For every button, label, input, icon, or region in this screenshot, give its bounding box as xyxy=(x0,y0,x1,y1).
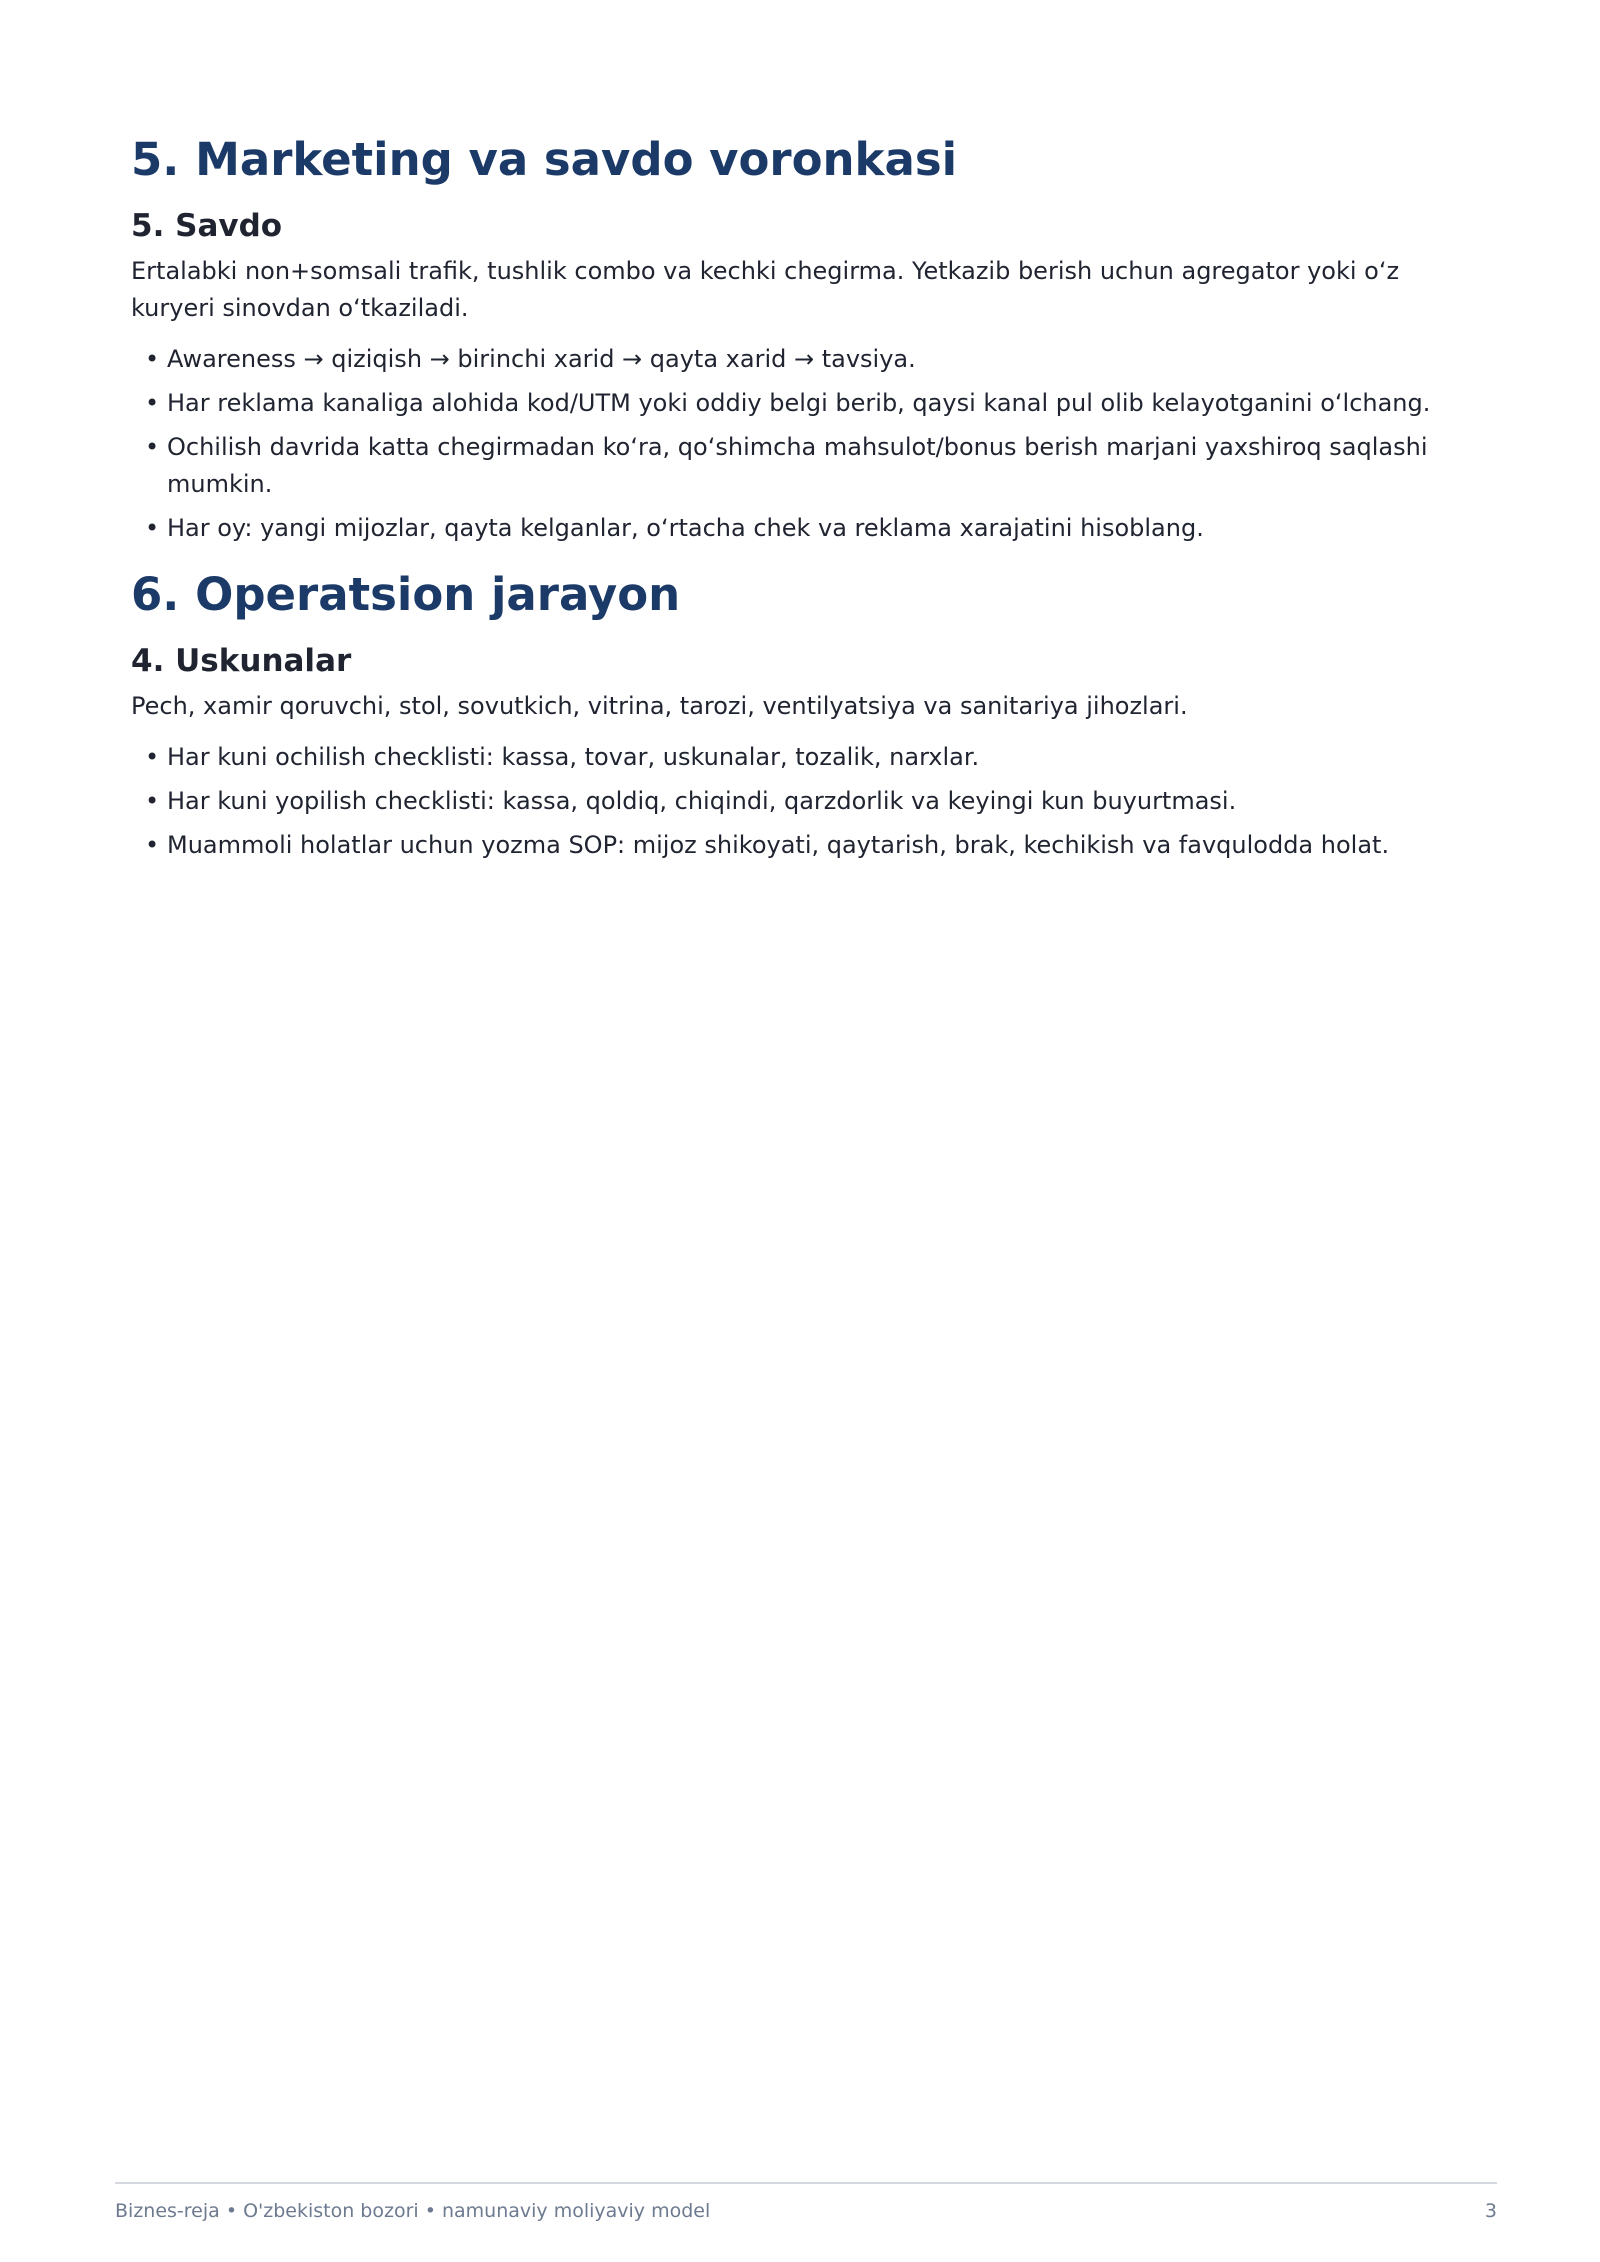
list-item xyxy=(145,341,1471,378)
section-paragraph: Pech, xamir qoruvchi, stol, sovutkich, vitrina, tarozi, ventilyatsiya va sanitariya jihozlari. xyxy=(131,692,1188,720)
section-heading-operatsion: 6. Operatsion jarayon xyxy=(131,568,681,621)
list-item-text: Har reklama kanaliga alohida kod/UTM yoki oddiy belgi berib, qaysi kanal pul olib kelayotganini o‘lchang. xyxy=(167,389,1431,417)
subsection-heading-savdo: 5. Savdo xyxy=(131,208,283,244)
bullet-icon: • xyxy=(145,433,160,461)
list-item xyxy=(145,510,1471,547)
footer-divider xyxy=(115,2182,1497,2184)
page-number: 3 xyxy=(1484,2200,1497,2222)
bullet-list xyxy=(131,341,1471,547)
section-heading-marketing: 5. Marketing va savdo voronkasi xyxy=(131,133,958,186)
bullet-icon: • xyxy=(145,831,160,859)
bullet-icon: • xyxy=(145,514,160,542)
list-item-text: Ochilish davrida katta chegirmadan ko‘ra, qo‘shimcha mahsulot/bonus berish marjani yaxshiroq saqlashi mumkin. xyxy=(167,433,1428,498)
bullet-icon: • xyxy=(145,345,160,373)
list-item xyxy=(145,385,1471,422)
list-item xyxy=(145,739,1471,776)
list-item xyxy=(145,429,1471,503)
document-body xyxy=(131,130,1471,871)
list-item xyxy=(145,783,1471,820)
list-item-text: Har kuni yopilish checklisti: kassa, qoldiq, chiqindi, qarzdorlik va keyingi kun buyurtmasi. xyxy=(167,787,1237,815)
list-item-text: Awareness → qiziqish → birinchi xarid → qayta xarid → tavsiya. xyxy=(167,345,916,373)
list-item-text: Har kuni ochilish checklisti: kassa, tovar, uskunalar, tozalik, narxlar. xyxy=(167,743,980,771)
bullet-list xyxy=(131,739,1471,864)
list-item-text: Muammoli holatlar uchun yozma SOP: mijoz shikoyati, qaytarish, brak, kechikish va favqulodda holat. xyxy=(167,831,1390,859)
section-paragraph: Ertalabki non+somsali trafik, tushlik combo va kechki chegirma. Yetkazib berish uchun agregator yoki o‘z kuryeri sinovdan o‘tkaziladi. xyxy=(131,257,1400,322)
list-item xyxy=(145,827,1471,864)
bullet-icon: • xyxy=(145,743,160,771)
footer-text: Biznes-reja • O'zbekiston bozori • namunaviy moliyaviy model xyxy=(115,2200,711,2222)
list-item-text: Har oy: yangi mijozlar, qayta kelganlar, o‘rtacha chek va reklama xarajatini hisoblang. xyxy=(167,514,1204,542)
bullet-icon: • xyxy=(145,389,160,417)
subsection-heading-uskunalar: 4. Uskunalar xyxy=(131,643,352,679)
bullet-icon: • xyxy=(145,787,160,815)
